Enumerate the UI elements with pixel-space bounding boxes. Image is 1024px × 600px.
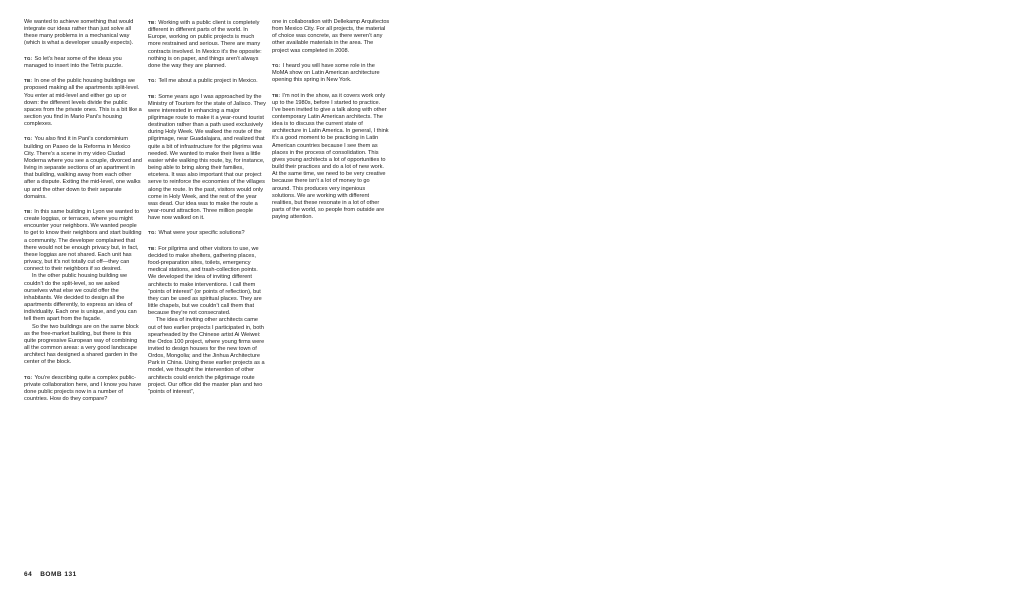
page-number: 64 [24,571,33,578]
paragraph-text: I heard you will have some role in the MoMA show on Latin American architecture opening this spring in New York. [272,62,380,84]
paragraph-text: one in collaboration with Dellekamp Arquitectos from Mexico City. For all projects, the material of choice was concrete, as there weren’t any other available materials in the area. The project was completed in 2008. [272,19,390,54]
paragraph-text: We wanted to achieve something that would integrate our ideas rather than just solve all these many problems in a mechanical way (which is what a developer usually expects). [24,19,134,47]
paragraph-text: Tell me about a public project in Mexico. [158,78,258,85]
paragraph-text: You also find it in Pani’s condominium building on Paseo de la Reforma in Mexico City. There’s a scene in my video Ciudad Moderna where you see a couple, divorced and living in separate sections of an apartment in that building, walking away from each other after a dispute. Exiting the mid-level, one walks up and the other down to their separate domains. [24,136,142,200]
paragraph [24,19,142,48]
paragraph-text: The idea of inviting other architects came out of two earlier projects I participated in, both spearheaded by the Chinese artist Ai Weiwei: the Ordos 100 project, where young firms were invited to design houses for the new town of Ordos, Mongolia; and the Jinhua Architecture Park in China. Using these earlier projects as a model, we thought the intervention of other architects could enrich the pilgrimage route project. Our office did the master plan and two “points of interest”, [148,317,265,395]
speaker-label: TB: [148,20,157,25]
paragraph-text: What were your specific solutions? [158,230,245,237]
page-footer [24,571,85,578]
paragraph [24,273,142,323]
paragraph-text: You’re describing quite a complex public-private collaboration here, and I know you have done public projects now in a number of countries. How do they compare? [24,374,142,403]
paragraph [148,245,266,318]
paragraph-text: Working with a public client is completely different in different parts of the world. In Europe, working on public projects is much more restrained and serious. There are many contracts involved. In Mexico it’s the opposite: nothing is on paper, and things aren’t always done the way they are planned. [148,20,262,69]
paragraph [272,92,390,222]
magazine-issue: BOMB 131 [40,571,77,578]
speaker-label: TB: [148,93,157,99]
speaker-label: TG: [148,230,157,236]
paragraph [148,77,266,85]
paragraph-text: So the two buildings are on the same block as the free-market building, but there is this quite progressive European way of combining all the common areas: a very good landscape architect has designed a shared garden in the center of the block. [24,323,139,366]
speaker-label: TG: [148,78,157,84]
paragraph-text: For pilgrims and other visitors to use, we decided to make shelters, gathering places, food-preparation sites, toilets, emergency medical stations, and trash-collection points. We developed the idea of inviting different architects to make interventions. I call them “points of interest” (or points of reflection), but they can be used as spiritual places. They are little chapels, but we couldn’t call them that because they’re not consecrated. [148,245,262,317]
speaker-label: TB: [148,245,157,251]
paragraph [24,324,142,367]
paragraph-text: Some years ago I was approached by the Ministry of Tourism for the state of Jalisco. They were interested in enhancing a major pilgrimage route to make it a year-round tourist destination rather than a path used exclusively during Holy Week. We walked the route of the pilgrimage, near Guadalajara, and realized that quite a bit of infrastructure for the pilgrims was needed. We wanted to make their lives a little easier while walking this route, by, for instance, being able to bring along their families, etcetera. It was also important that our project serve to reinforce the economies of the villages along the route. In the past, visitors would only come in Holy Week, and the rest of the year was dead. Our idea was to make the route a year-round attraction. Three million people have now walked on it. [148,93,266,222]
paragraph-text: In this same building in Lyon we wanted to create loggias, or terraces, where you might encounter your neighbors. We wanted people to get to know their neighbors and start building a community. The developer complained that there would not be enough privacy but, in fact, these loggias are not shared. Each unit has privacy, but it’s not totally cut off—they can connect to their neighbors if so desired. [24,209,142,273]
paragraph-text: I’m not in the show, as it covers work only up to the 1980s, before I started to practice. I’ve been invited to give a talk along with other contemporary Latin American architects. The idea is to discuss the current state of architecture in Latin America. In general, I think it’s a good moment to be practicing in Latin American countries because I see them as places in the process of consolidation. This gives young architects a lot of opportunities to build their practices and do a lot of new work. At the same time, we need to be very creative because there isn’t a lot of money to go around. This produces very ingenious solutions. We are working with different realities, but these resonate in a lot of other parts of the world, so people from outside are paying attention. [272,92,389,221]
paragraph [148,317,266,396]
text-column-3 [272,19,390,228]
paragraph [24,77,142,128]
paragraph [148,93,266,223]
paragraph-text: In the other public housing building we couldn’t do the split-level, so we asked ourselves what else we could offer the inhabitants. We decided to design all the apartments differently, to express an idea of individuality. Each one is unique, and you can tell them apart from the façade. [24,273,137,323]
paragraph [272,62,390,84]
text-column-2 [148,19,266,403]
paragraph [148,19,266,70]
paragraph-text: So let’s hear some of the ideas you managed to insert into the Tetris puzzle. [24,55,123,69]
text-column-1 [24,19,142,410]
paragraph [24,374,142,404]
paragraph-text: In one of the public housing buildings we proposed making all the apartments split-level. You enter at mid-level and either go up or down: the different levels divide the public spaces from the private ones. This is a bit like a section you find in Mario Pani’s housing complexes. [24,78,142,128]
speaker-label: TG: [24,374,33,380]
speaker-label: TG: [272,62,281,68]
speaker-label: TB: [24,209,33,214]
speaker-label: TG: [24,136,33,142]
paragraph [24,135,142,200]
speaker-label: TB: [272,92,281,98]
speaker-label: TB: [24,78,33,84]
paragraph [148,229,266,237]
paragraph [24,208,142,273]
paragraph [24,55,142,70]
speaker-label: TG: [24,55,33,61]
paragraph [272,19,390,55]
